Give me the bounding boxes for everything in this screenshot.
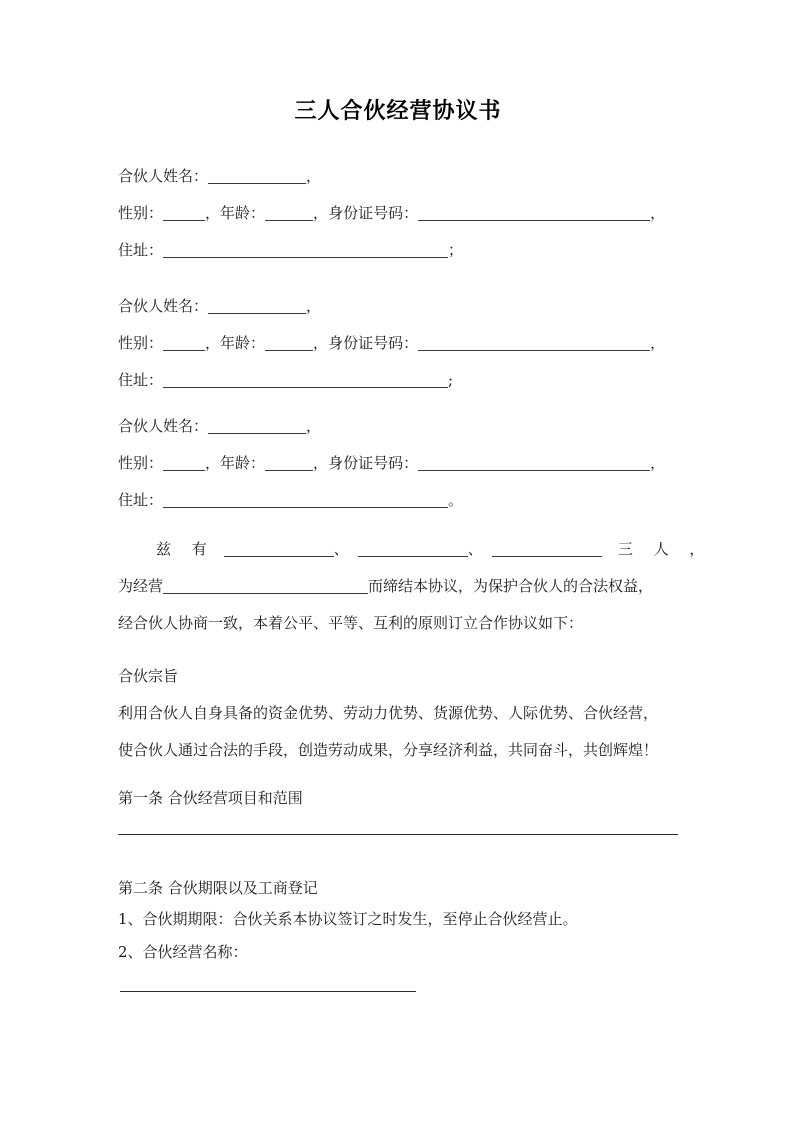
article-1-heading: 第一条 合伙经营项目和范围 bbox=[118, 789, 303, 807]
partner-1-name-trailing: ， bbox=[306, 167, 322, 185]
partner-1-age-blank[interactable] bbox=[265, 204, 313, 221]
partner-2-address-line bbox=[118, 362, 678, 399]
partner-1-name-line bbox=[118, 158, 678, 195]
partner-2-address-label: 住址： bbox=[118, 371, 164, 389]
partner-2-sex-blank[interactable] bbox=[163, 334, 205, 351]
partner-3-name-blank[interactable] bbox=[208, 417, 306, 434]
partner-2-id-blank[interactable] bbox=[418, 334, 650, 351]
article-2-item-1: 1、合伙期期限：合伙关系本协议签订之时发生，至停止合伙经营止。 bbox=[118, 910, 578, 928]
recital-business-blank[interactable] bbox=[163, 577, 368, 594]
partner-3-name-trailing: ， bbox=[306, 417, 322, 435]
purpose-line-1: 利用合伙人自身具备的资金优势、劳动力优势、货源优势、人际优势、合伙经营， bbox=[118, 704, 659, 722]
article-2-section bbox=[118, 873, 678, 969]
purpose-section bbox=[118, 658, 678, 769]
partner-3-address-blank[interactable] bbox=[163, 491, 448, 508]
partner-1-age-sep: ， bbox=[313, 204, 329, 222]
partner-2-sex-label: 性别： bbox=[118, 334, 164, 352]
partner-1-name-label: 合伙人姓名： bbox=[118, 167, 209, 185]
article-2-name-fill-rule[interactable] bbox=[120, 991, 416, 992]
partner-block-1 bbox=[118, 158, 678, 269]
partner-3-age-sep: ， bbox=[313, 454, 329, 472]
recital-line-2-suffix: 而缔结本协议，为保护合伙人的合法权益， bbox=[368, 577, 654, 595]
partner-1-id-blank[interactable] bbox=[418, 204, 650, 221]
purpose-line-2: 使合伙人通过合法的手段，创造劳动成果，分享经济利益，共同奋斗，共创辉煌！ bbox=[118, 741, 659, 759]
partner-2-address-blank[interactable] bbox=[163, 371, 448, 388]
partner-2-sex-sep: ， bbox=[205, 334, 221, 352]
partner-1-address-blank[interactable] bbox=[163, 241, 448, 258]
article-1-section bbox=[118, 783, 678, 813]
recital-partner-1-blank[interactable] bbox=[224, 540, 334, 557]
partner-3-id-trailing: ， bbox=[650, 454, 666, 472]
partner-3-id-blank[interactable] bbox=[418, 454, 650, 471]
page-title: 三人合伙经营协议书 bbox=[294, 98, 502, 124]
recital-tail: 三 人 ， bbox=[617, 540, 713, 558]
partner-2-name-label: 合伙人姓名： bbox=[118, 297, 209, 315]
partner-3-address-line bbox=[118, 482, 678, 519]
purpose-heading: 合伙宗旨 bbox=[118, 667, 179, 685]
partner-2-address-trailing: ; bbox=[448, 371, 454, 389]
partner-block-2 bbox=[118, 288, 678, 399]
partner-1-name-blank[interactable] bbox=[208, 167, 306, 184]
partner-3-address-label: 住址： bbox=[118, 491, 164, 509]
partner-2-name-trailing: ， bbox=[306, 297, 322, 315]
partner-1-id-trailing: ， bbox=[650, 204, 666, 222]
partner-1-sex-label: 性别： bbox=[118, 204, 164, 222]
recital-line-1 bbox=[118, 531, 713, 568]
partner-2-age-sep: ， bbox=[313, 334, 329, 352]
recital-sep-2: 、 bbox=[467, 540, 483, 558]
partner-1-age-label: 年龄： bbox=[220, 204, 266, 222]
partner-1-address-label: 住址： bbox=[118, 241, 164, 259]
partner-1-sex-age-id-line bbox=[118, 195, 678, 232]
recital-partner-3-blank[interactable] bbox=[492, 540, 602, 557]
recital-lead: 兹 有 bbox=[156, 540, 215, 558]
recital-line-3: 经合伙人协商一致，本着公平、平等、互利的原则订立合作协议如下： bbox=[118, 614, 584, 632]
partner-2-id-label: 身份证号码： bbox=[328, 334, 419, 352]
partner-3-name-label: 合伙人姓名： bbox=[118, 417, 209, 435]
article-1-fill-rule[interactable] bbox=[118, 834, 678, 835]
recital-sep-1: 、 bbox=[333, 540, 349, 558]
partner-2-sex-age-id-line bbox=[118, 325, 678, 362]
partner-2-age-label: 年龄： bbox=[220, 334, 266, 352]
partner-3-sex-blank[interactable] bbox=[163, 454, 205, 471]
partner-3-sex-sep: ， bbox=[205, 454, 221, 472]
partner-3-age-blank[interactable] bbox=[265, 454, 313, 471]
partner-3-address-trailing: 。 bbox=[448, 491, 464, 509]
partner-2-name-blank[interactable] bbox=[208, 297, 306, 314]
article-2-heading: 第二条 合伙期限以及工商登记 bbox=[118, 879, 318, 897]
partner-3-name-line bbox=[118, 408, 678, 445]
partner-1-address-trailing: ； bbox=[448, 241, 464, 259]
partner-2-name-line bbox=[118, 288, 678, 325]
recital-partner-2-blank[interactable] bbox=[358, 540, 468, 557]
recital-line-2 bbox=[118, 568, 678, 605]
partner-2-id-trailing: ， bbox=[650, 334, 666, 352]
article-2-item-2: 2、合伙经营名称： bbox=[118, 943, 248, 961]
partner-3-sex-label: 性别： bbox=[118, 454, 164, 472]
partner-3-age-label: 年龄： bbox=[220, 454, 266, 472]
recital-line-2-prefix: 为经营 bbox=[118, 577, 164, 595]
partner-1-sex-blank[interactable] bbox=[163, 204, 205, 221]
partner-1-sex-sep: ， bbox=[205, 204, 221, 222]
partner-3-sex-age-id-line bbox=[118, 445, 678, 482]
partner-2-age-blank[interactable] bbox=[265, 334, 313, 351]
partner-1-address-line bbox=[118, 232, 678, 269]
partner-block-3 bbox=[118, 408, 678, 519]
recital-paragraph bbox=[118, 531, 713, 642]
partner-1-id-label: 身份证号码： bbox=[328, 204, 419, 222]
partner-3-id-label: 身份证号码： bbox=[328, 454, 419, 472]
